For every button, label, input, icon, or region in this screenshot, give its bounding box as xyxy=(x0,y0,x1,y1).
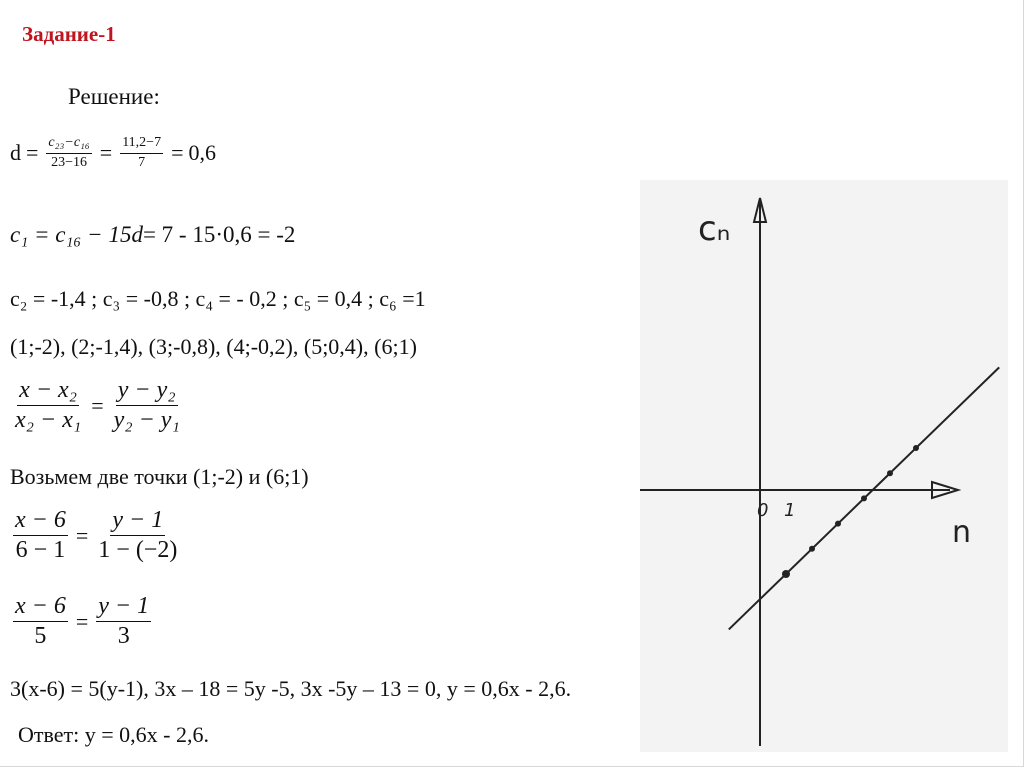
terms-line: c₂ = -1,4 ; c₃ = -0,8 ; c₄ = - 0,2 ; c₅ = 0,4 ; c₆ =1 xyxy=(10,286,426,311)
sequence-point xyxy=(809,546,815,552)
sub1-left-den: 6 − 1 xyxy=(15,537,66,564)
equals-sign: = xyxy=(91,392,104,418)
solution-label: Решение: xyxy=(68,84,160,109)
sequence-point xyxy=(887,470,893,476)
sequence-point xyxy=(835,521,841,527)
unit-label: 1 xyxy=(784,500,796,521)
c1-formula: c₁ = c₁₆ − 15d xyxy=(10,222,143,247)
d-result: 0,6 xyxy=(188,140,216,166)
sequence-point xyxy=(861,495,867,501)
general-frac-left xyxy=(13,378,83,433)
x-axis-label: n xyxy=(952,515,972,550)
sub2-left-num: x − 6 xyxy=(13,594,68,622)
d-frac2-den: 7 xyxy=(138,154,146,170)
d-frac1-num: c₂₃−c₁₆ xyxy=(46,136,91,154)
general-left-num: x − x₂ xyxy=(17,378,79,406)
points-line: (1;-2), (2;-1,4), (3;-0,8), (4;-0,2), (5;0,4), (6;1) xyxy=(10,334,417,359)
origin-label: 0 xyxy=(757,500,769,521)
equals-sign: = xyxy=(75,522,89,548)
equals-sign: = xyxy=(99,140,113,166)
d-fraction-2 xyxy=(120,136,163,170)
sub2-right-den: 3 xyxy=(117,623,130,650)
d-frac2-num: 11,2−7 xyxy=(120,136,163,154)
sub1-right-den: 1 − (−2) xyxy=(98,537,178,564)
sub2-left-den: 5 xyxy=(34,623,47,650)
graph-figure xyxy=(640,180,1008,752)
derivation-line: 3(x-6) = 5(y-1), 3x – 18 = 5y -5, 3x -5y – 13 = 0, y = 0,6x - 2,6. xyxy=(10,676,572,701)
general-left-den: x₂ − x₁ xyxy=(15,407,82,434)
sub1-frac-left xyxy=(13,508,68,563)
c1-calc: = 7 - 15·0,6 = -2 xyxy=(142,222,296,247)
c1-equation xyxy=(10,222,295,248)
graph-background xyxy=(640,180,1008,752)
answer-line: Ответ: y = 0,6x - 2,6. xyxy=(18,722,209,747)
d-lhs: d xyxy=(10,140,21,166)
general-right-den: y₂ − y₁ xyxy=(113,407,180,434)
substitution-2 xyxy=(10,594,154,649)
sub2-frac-left xyxy=(13,594,68,649)
general-frac-right xyxy=(112,378,182,433)
equals-sign: = xyxy=(75,608,89,634)
d-equation xyxy=(10,136,216,170)
sub1-right-num: y − 1 xyxy=(110,508,165,536)
substitution-1 xyxy=(10,508,182,563)
equals-sign: = xyxy=(26,140,39,166)
sequence-point xyxy=(913,445,919,451)
sub1-frac-right xyxy=(96,508,179,563)
sequence-point xyxy=(782,570,790,578)
sub2-frac-right xyxy=(96,594,151,649)
take-points-line: Возьмем две точки (1;-2) и (6;1) xyxy=(10,464,309,489)
line-equation-general xyxy=(10,378,185,433)
task-title: Задание-1 xyxy=(22,22,116,46)
y-axis-label: cₙ xyxy=(698,209,731,249)
d-frac1-den: 23−16 xyxy=(51,154,88,170)
sub2-right-num: y − 1 xyxy=(96,594,151,622)
d-fraction-1 xyxy=(46,136,91,170)
equals-sign: = xyxy=(171,140,184,166)
general-right-num: y − y₂ xyxy=(116,378,178,406)
sub1-left-num: x − 6 xyxy=(13,508,68,536)
